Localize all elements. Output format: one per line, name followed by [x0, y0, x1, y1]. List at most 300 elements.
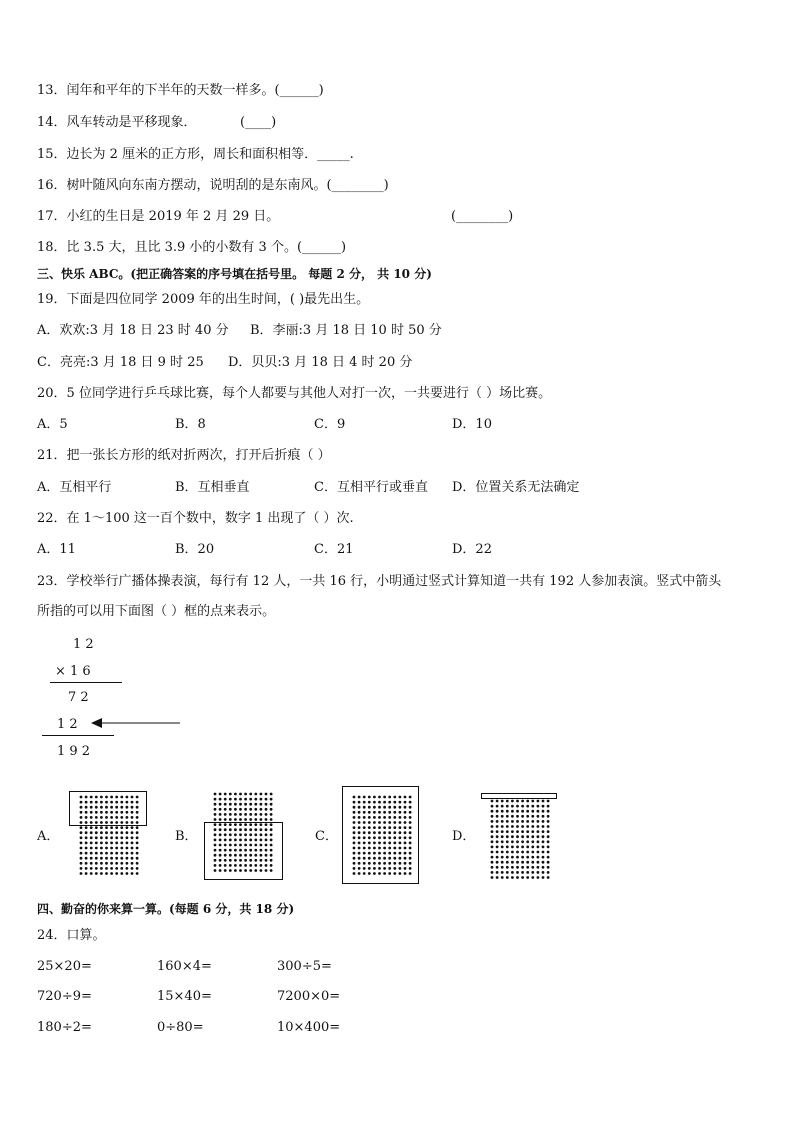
dot — [531, 871, 534, 874]
dot — [120, 831, 123, 834]
question-13 — [37, 82, 324, 100]
dot — [120, 867, 123, 870]
dot — [136, 847, 139, 850]
dot — [496, 805, 499, 808]
dot — [90, 862, 93, 865]
dot — [526, 851, 529, 854]
question-23-stem-line-1: 23．学校举行广播体操表演，每行有 12 人，一共 16 行，小明通过竖式计算知道一共有 192 人参加表演。竖式中箭头 — [37, 574, 722, 589]
dot — [506, 871, 509, 874]
dot — [501, 805, 504, 808]
arrow-icon — [90, 716, 185, 730]
dot — [496, 830, 499, 833]
mental-math-item: 180÷2= — [37, 1020, 92, 1035]
dot — [115, 842, 118, 845]
dot — [234, 808, 237, 811]
dot — [265, 818, 268, 821]
dot — [85, 842, 88, 845]
dot — [126, 867, 129, 870]
dot — [511, 846, 514, 849]
dot — [542, 846, 545, 849]
dot — [115, 826, 118, 829]
question-24-stem: 24．口算。 — [37, 928, 106, 943]
dot — [506, 830, 509, 833]
dot — [506, 815, 509, 818]
dot — [249, 808, 252, 811]
dot — [526, 830, 529, 833]
dot — [95, 872, 98, 875]
dot — [501, 851, 504, 854]
question-text: 风车转动是平移现象． — [66, 115, 197, 130]
dot — [506, 861, 509, 864]
dot — [126, 857, 129, 860]
question-number: 13． — [37, 83, 67, 98]
dot — [95, 857, 98, 860]
dot — [136, 857, 139, 860]
dot — [254, 793, 257, 796]
dot — [501, 830, 504, 833]
dot-grid-d — [490, 799, 551, 884]
dot — [501, 856, 504, 859]
dot — [526, 815, 529, 818]
dot — [547, 851, 550, 854]
dot — [131, 831, 134, 834]
dot — [547, 820, 550, 823]
dot — [131, 862, 134, 865]
dot — [110, 847, 113, 850]
dot — [219, 803, 222, 806]
dot — [496, 876, 499, 879]
question-21-stem: 21．把一张长方形的纸对折两次，打开后折痕（ ） — [37, 448, 331, 463]
dot — [531, 856, 534, 859]
dot — [521, 846, 524, 849]
dot — [80, 852, 83, 855]
question-number: 18． — [37, 240, 67, 255]
dot — [105, 857, 108, 860]
dot — [105, 867, 108, 870]
dot — [85, 836, 88, 839]
dot — [234, 793, 237, 796]
dot — [542, 805, 545, 808]
dot — [126, 831, 129, 834]
dot — [547, 876, 550, 879]
dot — [105, 842, 108, 845]
dot — [537, 820, 540, 823]
dot — [224, 808, 227, 811]
dot — [136, 867, 139, 870]
mental-math-item: 15×40= — [157, 989, 212, 1004]
dot — [260, 798, 263, 801]
dot — [115, 836, 118, 839]
q21-option-b: B．互相垂直 — [175, 480, 250, 495]
dot — [491, 846, 494, 849]
dot — [244, 793, 247, 796]
mental-math-item: 160×4= — [157, 959, 212, 974]
dot — [136, 831, 139, 834]
dot — [254, 813, 257, 816]
dot — [542, 876, 545, 879]
dot — [491, 856, 494, 859]
dot — [531, 825, 534, 828]
q20-option-c: C．9 — [314, 417, 346, 432]
question-14 — [37, 114, 197, 132]
dot — [120, 872, 123, 875]
dot — [85, 867, 88, 870]
dot — [491, 800, 494, 803]
dot — [126, 826, 129, 829]
q22-option-a: A．11 — [37, 542, 76, 557]
dot — [537, 856, 540, 859]
dot — [224, 818, 227, 821]
dot — [526, 871, 529, 874]
dot — [501, 800, 504, 803]
dot — [85, 872, 88, 875]
dot — [80, 862, 83, 865]
dot — [511, 876, 514, 879]
dot — [542, 815, 545, 818]
dot — [110, 836, 113, 839]
dot — [491, 815, 494, 818]
dot — [126, 862, 129, 865]
dot — [85, 826, 88, 829]
dot — [131, 852, 134, 855]
dot — [105, 862, 108, 865]
dot — [136, 842, 139, 845]
dot — [511, 866, 514, 869]
dot — [531, 861, 534, 864]
dot — [270, 803, 273, 806]
dot — [234, 813, 237, 816]
dot — [239, 803, 242, 806]
dot — [131, 842, 134, 845]
dot — [491, 805, 494, 808]
dot — [239, 793, 242, 796]
dot — [214, 813, 217, 816]
dot — [526, 810, 529, 813]
dot — [521, 805, 524, 808]
dot — [516, 820, 519, 823]
dot — [537, 840, 540, 843]
dot — [526, 840, 529, 843]
dot — [249, 798, 252, 801]
q23-choice-b-label: B． — [175, 829, 198, 844]
dot — [491, 866, 494, 869]
dot — [100, 867, 103, 870]
dot — [219, 818, 222, 821]
dot — [531, 840, 534, 843]
dot — [496, 861, 499, 864]
dot — [110, 852, 113, 855]
dot — [496, 810, 499, 813]
calc-multiplier: × 1 6 — [55, 664, 91, 679]
question-20-stem: 20．5 位同学进行乒乓球比赛，每个人都要与其他人对打一次，一共要进行（ ）场比赛。 — [37, 386, 552, 401]
q22-option-b: B．20 — [175, 542, 215, 557]
dot — [120, 836, 123, 839]
dot — [260, 803, 263, 806]
dot — [496, 825, 499, 828]
dot — [105, 836, 108, 839]
dot — [547, 866, 550, 869]
dot — [260, 818, 263, 821]
dot — [521, 840, 524, 843]
dot — [90, 847, 93, 850]
dot — [95, 836, 98, 839]
dot — [516, 830, 519, 833]
dot — [249, 793, 252, 796]
dot — [496, 856, 499, 859]
dot — [516, 861, 519, 864]
dot — [249, 803, 252, 806]
dot — [516, 876, 519, 879]
dot — [90, 852, 93, 855]
mental-math-item: 7200×0= — [277, 989, 341, 1004]
dot — [95, 842, 98, 845]
dot — [542, 820, 545, 823]
dot — [526, 820, 529, 823]
dot — [491, 851, 494, 854]
dot — [521, 800, 524, 803]
dot-grid-svg — [490, 799, 551, 880]
dot — [105, 826, 108, 829]
dot — [542, 866, 545, 869]
dot — [491, 825, 494, 828]
dot — [126, 852, 129, 855]
dot — [511, 856, 514, 859]
dot — [126, 872, 129, 875]
dot — [516, 805, 519, 808]
q19-option-a: A．欢欢:3 月 18 日 23 时 40 分 — [37, 323, 229, 338]
dot — [136, 862, 139, 865]
dot — [110, 872, 113, 875]
dot — [496, 835, 499, 838]
dot — [85, 862, 88, 865]
section-3-title: 三、快乐 ABC。(把正确答案的序号填在括号里。 每题 2 分， 共 10 分) — [37, 267, 432, 281]
dot — [224, 813, 227, 816]
dot — [95, 831, 98, 834]
q21-option-a: A．互相平行 — [37, 480, 112, 495]
dot — [531, 810, 534, 813]
dot — [521, 825, 524, 828]
dot — [506, 805, 509, 808]
dot — [526, 856, 529, 859]
dot — [234, 798, 237, 801]
dot — [511, 825, 514, 828]
q21-option-c: C．互相平行或垂直 — [314, 480, 428, 495]
dot — [501, 866, 504, 869]
answer-blank: (________) — [451, 209, 514, 224]
mental-math-item: 300÷5= — [277, 959, 332, 974]
dot — [511, 840, 514, 843]
dot — [234, 803, 237, 806]
dot — [506, 810, 509, 813]
question-16 — [37, 177, 389, 195]
dot — [254, 808, 257, 811]
dot — [90, 857, 93, 860]
dot — [110, 867, 113, 870]
question-number: 15． — [37, 147, 67, 162]
dot — [214, 818, 217, 821]
dot — [105, 831, 108, 834]
q23-choice-a-label: A． — [37, 829, 60, 844]
dot — [547, 830, 550, 833]
dot — [506, 835, 509, 838]
dot — [254, 803, 257, 806]
dot — [501, 835, 504, 838]
dot — [229, 803, 232, 806]
dot — [491, 830, 494, 833]
dot — [526, 866, 529, 869]
dot — [219, 798, 222, 801]
dot — [224, 793, 227, 796]
dot — [244, 803, 247, 806]
dot — [219, 793, 222, 796]
dot — [537, 851, 540, 854]
dot — [229, 818, 232, 821]
dot — [521, 861, 524, 864]
dot — [537, 846, 540, 849]
dot — [491, 840, 494, 843]
dot — [120, 842, 123, 845]
dot — [521, 866, 524, 869]
dot — [85, 847, 88, 850]
dot — [229, 793, 232, 796]
dot — [521, 820, 524, 823]
dot — [105, 872, 108, 875]
dot — [80, 826, 83, 829]
dot — [254, 818, 257, 821]
dot — [516, 810, 519, 813]
dot — [80, 847, 83, 850]
dot — [126, 836, 129, 839]
dot — [516, 840, 519, 843]
dot — [90, 836, 93, 839]
dot — [131, 857, 134, 860]
dot — [249, 818, 252, 821]
question-18 — [37, 239, 346, 257]
mental-math-item: 25×20= — [37, 959, 92, 974]
dot — [511, 871, 514, 874]
dot — [531, 846, 534, 849]
dot — [214, 808, 217, 811]
calc-partial-product-1: 7 2 — [68, 690, 89, 705]
dot — [496, 800, 499, 803]
dot — [136, 872, 139, 875]
dot — [219, 808, 222, 811]
dot — [131, 847, 134, 850]
dot — [531, 800, 534, 803]
dot — [491, 861, 494, 864]
dot — [506, 840, 509, 843]
question-22-stem: 22．在 1～100 这一百个数中，数字 1 出现了（ ）次. — [37, 511, 354, 526]
dot — [511, 810, 514, 813]
q23-choice-c-label: C． — [315, 829, 338, 844]
dot — [501, 861, 504, 864]
dot — [100, 842, 103, 845]
dot — [270, 813, 273, 816]
dot — [260, 808, 263, 811]
dot — [547, 825, 550, 828]
dot — [526, 805, 529, 808]
dot — [501, 871, 504, 874]
dot — [501, 820, 504, 823]
dot — [265, 798, 268, 801]
question-text: 边长为 2 厘米的正方形，周长和面积相等．_____. — [66, 147, 354, 162]
dot — [90, 826, 93, 829]
question-number: 14． — [37, 115, 67, 130]
dot — [537, 830, 540, 833]
dot — [506, 820, 509, 823]
dot — [501, 840, 504, 843]
dot — [85, 857, 88, 860]
dot — [516, 815, 519, 818]
dot — [260, 813, 263, 816]
dot — [491, 876, 494, 879]
mental-math-item: 0÷80= — [157, 1020, 204, 1035]
dot — [131, 872, 134, 875]
selection-frame-b — [204, 822, 283, 880]
dot — [542, 851, 545, 854]
dot — [537, 861, 540, 864]
dot — [537, 871, 540, 874]
dot — [506, 846, 509, 849]
dot — [547, 856, 550, 859]
dot — [526, 825, 529, 828]
dot — [531, 805, 534, 808]
dot — [511, 815, 514, 818]
dot — [547, 815, 550, 818]
dot — [105, 847, 108, 850]
dot — [239, 813, 242, 816]
dot — [244, 813, 247, 816]
dot — [100, 872, 103, 875]
dot — [542, 810, 545, 813]
dot — [95, 826, 98, 829]
dot — [501, 825, 504, 828]
dot — [260, 793, 263, 796]
dot — [491, 871, 494, 874]
dot — [516, 835, 519, 838]
dot — [239, 808, 242, 811]
dot — [115, 831, 118, 834]
dot — [542, 835, 545, 838]
dot — [537, 835, 540, 838]
dot — [542, 871, 545, 874]
dot — [521, 851, 524, 854]
dot — [136, 836, 139, 839]
dot — [229, 798, 232, 801]
dot — [531, 835, 534, 838]
dot — [542, 856, 545, 859]
dot — [516, 871, 519, 874]
question-17 — [37, 208, 279, 226]
dot — [90, 867, 93, 870]
calc-multiplicand: 1 2 — [73, 637, 94, 652]
dot — [511, 851, 514, 854]
dot — [239, 818, 242, 821]
dot — [501, 815, 504, 818]
dot — [511, 820, 514, 823]
dot — [224, 803, 227, 806]
dot — [516, 846, 519, 849]
dot — [110, 857, 113, 860]
dot — [511, 800, 514, 803]
question-text: 闰年和平年的下半年的天数一样多。(______) — [66, 83, 324, 98]
dot — [244, 818, 247, 821]
selection-frame-a — [69, 791, 147, 826]
dot — [491, 810, 494, 813]
dot — [542, 830, 545, 833]
dot — [80, 836, 83, 839]
dot — [537, 810, 540, 813]
